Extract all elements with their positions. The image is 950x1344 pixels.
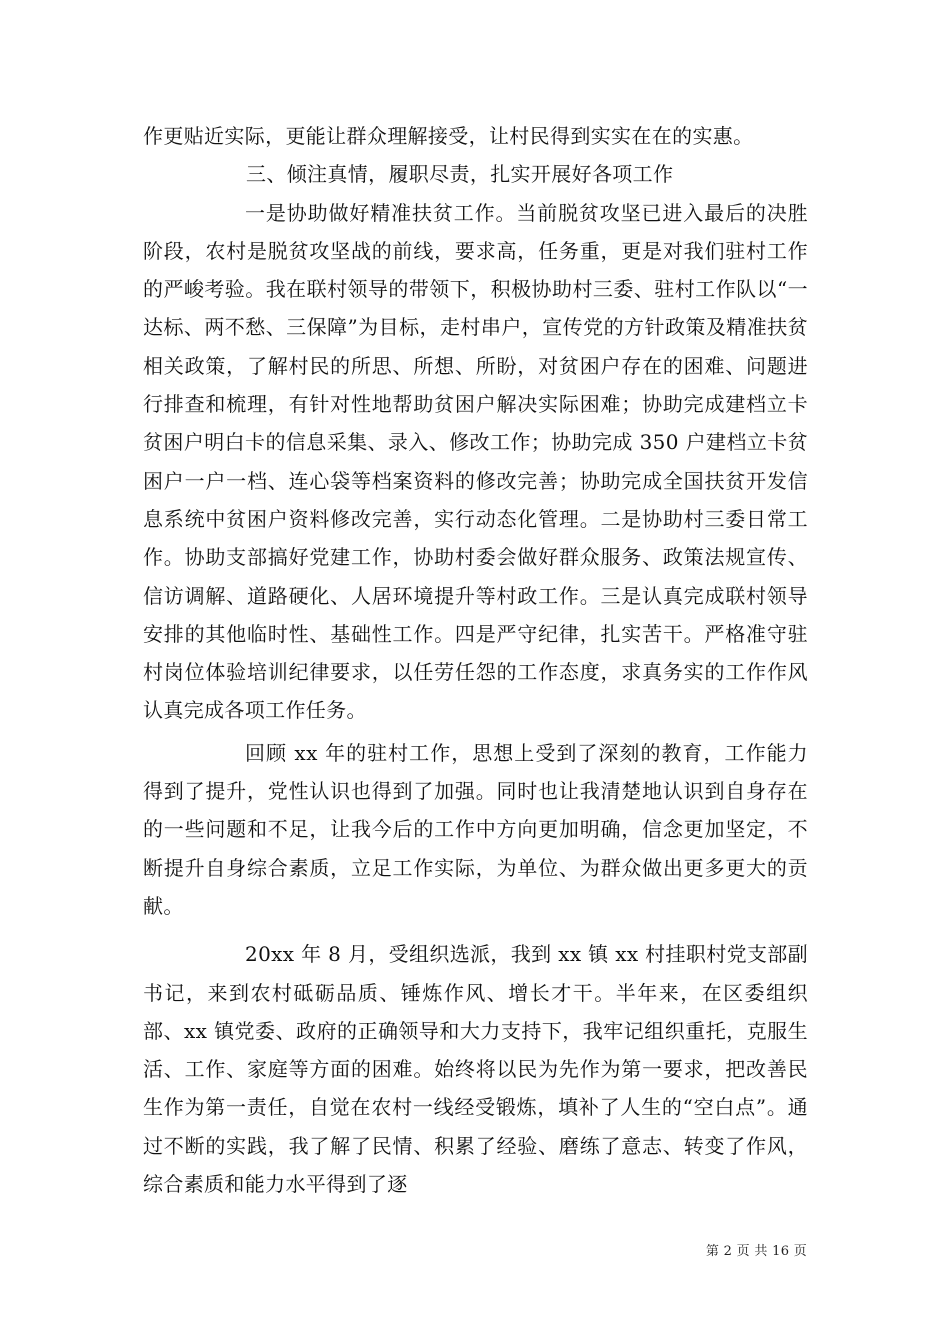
- section-heading: 三、倾注真情，履职尽责，扎实开展好各项工作: [246, 162, 674, 187]
- page-number: 第 2 页 共 16 页: [705, 1244, 807, 1259]
- paragraph-continuation: 作更贴近实际，更能让群众理解接受，让村民得到实实在在的实惠。: [143, 124, 754, 148]
- paragraph-review: 回顾 xx 年的驻村工作，思想上受到了深刻的教育，工作能力得到了提升，党性认识也得到了加强。同时也让我清楚地认识到自身存在的一些问题和不足，让我今后的工作中方向更加明确，信念更加坚定，不断提升自身综合素质，立足工作实际，为单位、为群众做出更多更大的贡献。: [143, 740, 808, 918]
- document-body: [143, 117, 808, 1203]
- paragraph-poverty-alleviation: 一是协助做好精准扶贫工作。当前脱贫攻坚已进入最后的决胜阶段，农村是脱贫攻坚战的前线，要求高，任务重，更是对我们驻村工作的严峻考验。我在联村领导的带领下，积极协助村三委、驻村工作队以“一达标、两不愁、三保障”为目标，走村串户，宣传党的方针政策及精准扶贫相关政策，了解村民的所思、所想、所盼，对贫困户存在的困难、问题进行排查和梳理，有针对性地帮助贫困户解决实际困难；协助完成建档立卡贫困户明白卡的信息采集、录入、修改工作；协助完成 350 户建档立卡贫困户一户一档、连心袋等档案资料的修改完善；协助完成全国扶贫开发信息系统中贫困户资料修改完善，实行动态化管理。二是协助村三委日常工作。协助支部搞好党建工作，协助村委会做好群众服务、政策法规宣传、信访调解、道路硬化、人居环境提升等村政工作。三是认真完成联村领导安排的其他临时性、基础性工作。四是严守纪律，扎实苦干。严格准守驻村岗位体验培训纪律要求，以任劳任怨的工作态度，求真务实的工作作风认真完成各项工作任务。: [143, 200, 808, 723]
- paragraph-assignment: 20xx 年 8 月，受组织选派，我到 xx 镇 xx 村挂职村党支部副书记，来到农村砥砺品质、锤炼作风、增长才干。半年来，在区委组织部、xx 镇党委、政府的正确领导和大力支持下，我牢记组织重托，克服生活、工作、家庭等方面的困难。始终将以民为先作为第一要求，把改善民生作为第一责任，自觉在农村一线经受锻炼，填补了人生的“空白点”。通过不断的实践，我了解了民情、积累了经验、磨练了意志、转变了作风，综合素质和能力水平得到了逐: [143, 942, 808, 1197]
